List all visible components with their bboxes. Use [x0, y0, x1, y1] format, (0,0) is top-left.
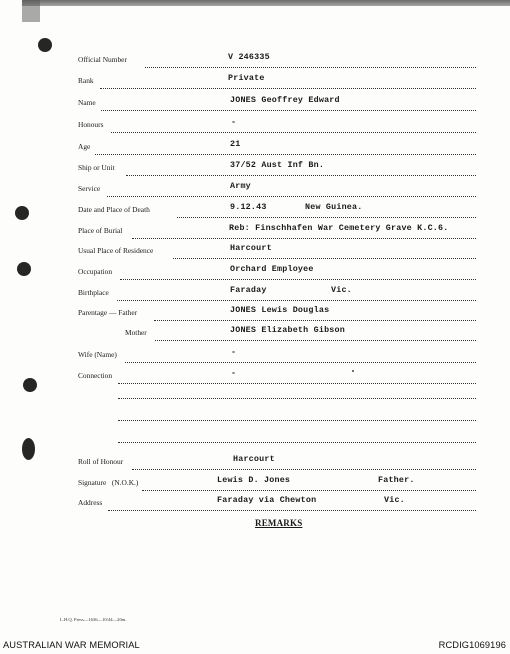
- field-value: -: [231, 347, 237, 357]
- field-value: Harcourt: [230, 243, 272, 253]
- field-value: Faraday: [230, 285, 267, 295]
- field-value-secondary: New Guinea.: [305, 202, 363, 212]
- field-label: Name: [78, 98, 96, 107]
- field-value: Faraday via Chewton: [217, 495, 317, 505]
- field-address: [78, 497, 476, 511]
- field-value: 21: [230, 139, 241, 149]
- field-value-secondary: Father.: [378, 475, 415, 485]
- field-label: Ship or Unit: [78, 163, 115, 172]
- field-value-secondary: Vic.: [384, 495, 405, 505]
- field-label: Rank: [78, 76, 94, 85]
- field-label: Mother: [125, 328, 147, 337]
- field-value: JONES Geoffrey Edward: [230, 95, 340, 105]
- connection-continuation-line: [118, 420, 476, 421]
- field-value: Orchard Employee: [230, 264, 314, 274]
- field-value: -: [231, 368, 237, 378]
- field-label: Age: [78, 142, 91, 151]
- field-value: Army: [230, 181, 251, 191]
- punch-hole-icon: [22, 438, 35, 460]
- connection-continuation-line: [118, 442, 476, 443]
- field-label: Honours: [78, 120, 104, 129]
- field-birthplace: [78, 287, 476, 301]
- field-value: JONES Lewis Douglas: [230, 305, 330, 315]
- field-value: JONES Elizabeth Gibson: [230, 325, 345, 335]
- field-value: Private: [228, 73, 265, 83]
- field-value: Reb: Finschhafen War Cemetery Grave K.C.6.: [229, 223, 449, 233]
- scan-edge-shadow: [22, 0, 510, 6]
- record-id: RCDIG1069196: [438, 640, 506, 650]
- field-name: [78, 97, 476, 111]
- field-label: Connection: [78, 371, 113, 380]
- punch-hole-icon: [38, 38, 52, 52]
- field-value: Lewis D. Jones: [217, 475, 291, 485]
- field-label: Parentage — Father: [78, 308, 138, 317]
- field-father: [78, 307, 476, 321]
- remarks-heading: REMARKS: [255, 518, 303, 528]
- punch-hole-icon: [15, 206, 29, 220]
- field-value: 9.12.43: [230, 202, 267, 212]
- field-label: Usual Place of Residence: [78, 246, 154, 255]
- field-official-number: [78, 54, 476, 68]
- field-rank: [78, 75, 476, 89]
- field-wife: [78, 349, 476, 363]
- field-value: Harcourt: [233, 454, 275, 464]
- field-value: V 246335: [228, 52, 270, 62]
- field-occupation: [78, 266, 476, 280]
- field-label: Date and Place of Death: [78, 205, 150, 214]
- field-usual-residence: [78, 245, 476, 259]
- field-service: [78, 183, 476, 197]
- field-label: Official Number: [78, 55, 127, 64]
- field-connection: [78, 370, 476, 384]
- field-label: Roll of Honour: [78, 457, 124, 466]
- punch-hole-icon: [17, 262, 31, 276]
- field-place-of-burial: [78, 225, 476, 239]
- field-label: Wife (Name): [78, 350, 117, 359]
- field-mother: [78, 327, 476, 341]
- punch-hole-icon: [23, 378, 37, 392]
- field-value: -: [231, 117, 237, 127]
- field-date-place-of-death: [78, 204, 476, 218]
- field-value: 37/52 Aust Inf Bn.: [230, 160, 325, 170]
- field-label: Place of Burial: [78, 226, 123, 235]
- printer-imprint: L.H.Q. Press—1636—10/44—20m.: [60, 617, 127, 622]
- field-value-secondary: Vic.: [331, 285, 352, 295]
- connection-continuation-line: [118, 398, 476, 399]
- archive-name: AUSTRALIAN WAR MEMORIAL: [3, 640, 140, 650]
- field-age: [78, 141, 476, 155]
- field-label: Occupation: [78, 267, 113, 276]
- field-label: Address: [78, 498, 103, 507]
- field-label: Service: [78, 184, 101, 193]
- field-ship-or-unit: [78, 162, 476, 176]
- field-roll-of-honour: [78, 456, 476, 470]
- scan-corner-mark: [22, 0, 40, 22]
- field-honours: [78, 119, 476, 133]
- field-signature-nok: [78, 477, 476, 491]
- field-label: Birthplace: [78, 288, 109, 297]
- field-label: Signature (N.O.K.): [78, 478, 139, 487]
